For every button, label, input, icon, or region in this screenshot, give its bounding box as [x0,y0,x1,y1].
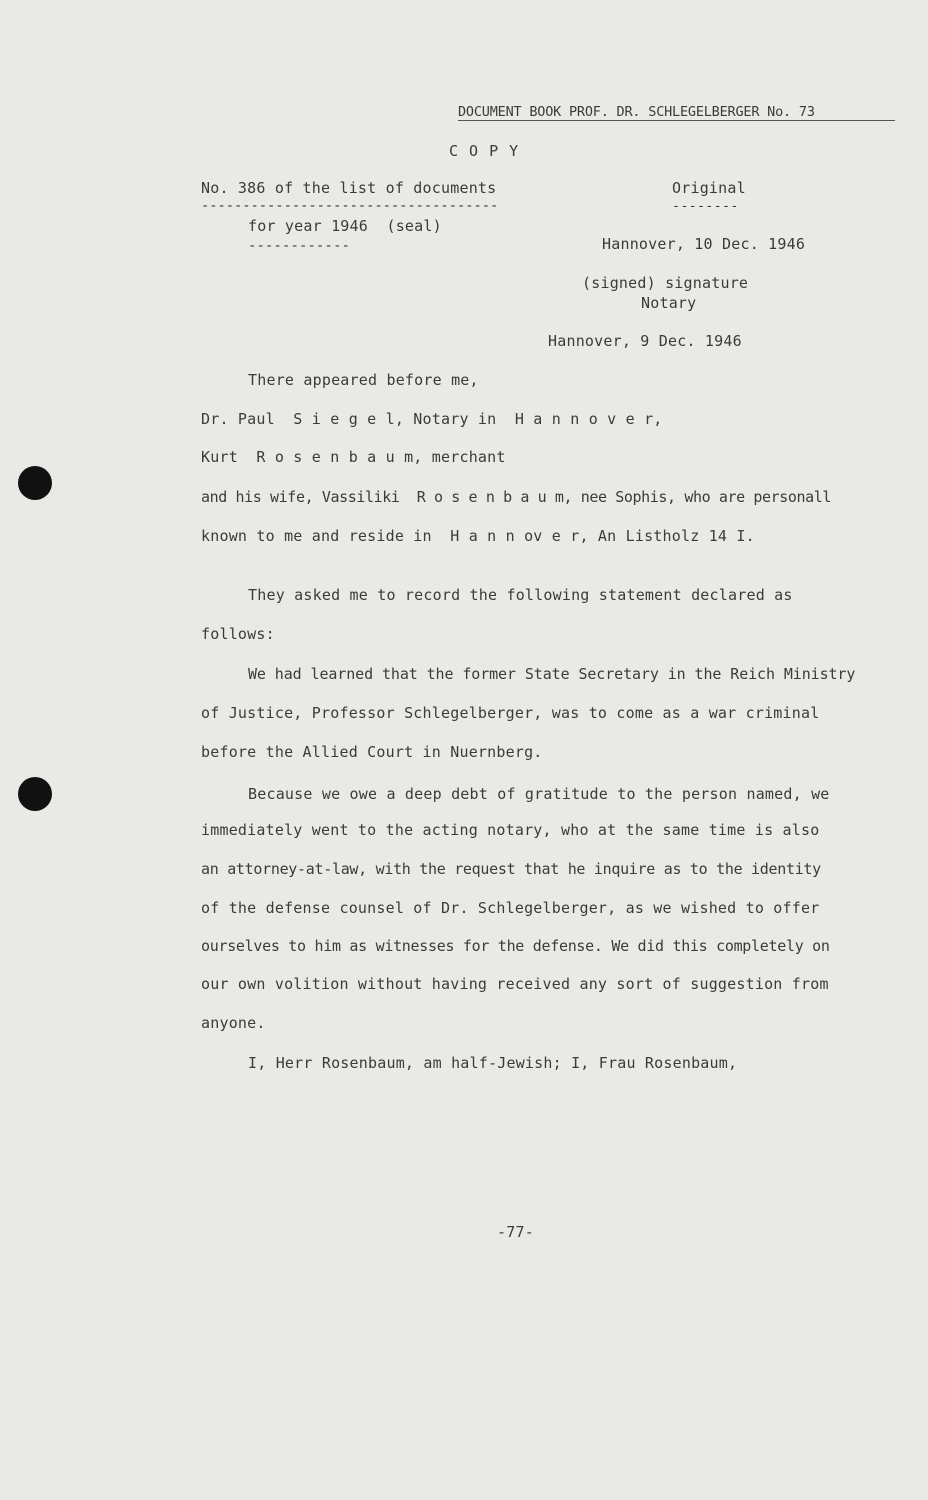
original-underline: -------- [672,198,739,214]
signed-signature: (signed) signature [582,274,749,292]
body-line-10: before the Allied Court in Nuernberg. [201,743,543,761]
body-line-5: known to me and reside in H a n n ov e r, An Listholz 14 I. [201,527,755,545]
body-line-13: an attorney-at-law, with the request that he inquire as to the identity [201,860,821,878]
page-number: -77- [497,1223,534,1241]
punch-hole-bottom [18,777,52,811]
body-line-3: Kurt R o s e n b a u m, merchant [201,448,506,466]
punch-hole-top [18,466,52,500]
dash-rule-1: ------------------------------------ [201,198,499,214]
body-line-7: follows: [201,625,275,643]
body-line-2: Dr. Paul S i e g e l, Notary in H a n n o v e r, [201,410,663,428]
year-seal-line: for year 1946 (seal) [248,217,442,235]
body-line-4: and his wife, Vassiliki R o s e n b a u m, nee Sophis, who are personall [201,488,832,506]
copy-heading: C O P Y [449,142,520,160]
body-line-15: ourselves to him as witnesses for the defense. We did this completely on [201,937,830,955]
body-line-16: our own volition without having received any sort of suggestion from [201,975,829,993]
body-line-1: There appeared before me, [248,371,479,389]
body-line-18: I, Herr Rosenbaum, am half-Jewish; I, Frau Rosenbaum, [248,1054,738,1072]
dash-rule-2: ------------ [248,238,351,254]
document-book-header: DOCUMENT BOOK PROF. DR. SCHLEGELBERGER No. 73 [458,104,815,120]
notary-label: Notary [641,294,697,312]
original-label: Original [672,179,746,197]
header-underline [458,120,895,121]
body-line-6: They asked me to record the following statement declared as [248,586,793,604]
body-line-9: of Justice, Professor Schlegelberger, was to come as a war criminal [201,704,820,722]
body-line-17: anyone. [201,1014,266,1032]
body-line-8: We had learned that the former State Secretary in the Reich Ministry [248,665,856,683]
body-line-14: of the defense counsel of Dr. Schlegelberger, as we wished to offer [201,899,820,917]
document-list-number: No. 386 of the list of documents [201,179,497,197]
original-place-date: Hannover, 10 Dec. 1946 [602,235,806,253]
dateline: Hannover, 9 Dec. 1946 [548,332,742,350]
body-line-11: Because we owe a deep debt of gratitude to the person named, we [248,785,830,803]
body-line-12: immediately went to the acting notary, who at the same time is also [201,821,820,839]
